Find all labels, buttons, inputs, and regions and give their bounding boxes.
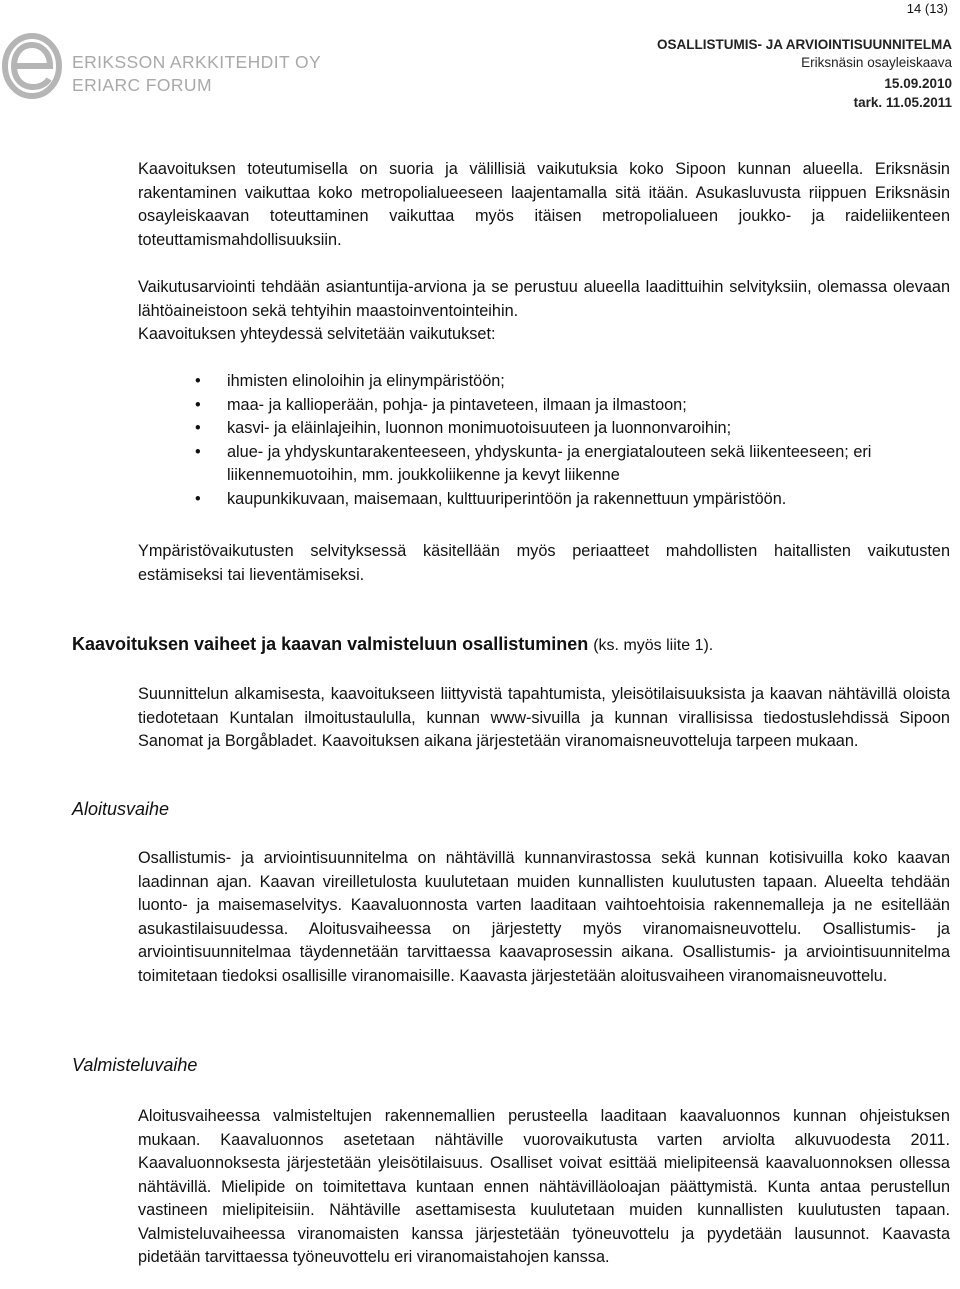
phase-text-preparation: Aloitusvaiheessa valmisteltujen rakennemallien perusteella laaditaan kaavaluonnos kunnan ohjeistuksen mukaan. Kaavaluonnos asetetaan nähtäville vuorovaikutusta varten arviolta alkuvuodesta 2011. Kaavaluonnoksesta järjestetään yleisötilaisuus. Osalliset voivat esittää mielipiteensä kaavaluonnoksen ollessa nähtävillä. Mielipide on toimitettava kuntaan ennen nähtävilläoloajan päättymistä. Kunta antaa perustellun vastineen mielipiteisiin. Nähtäville asettamisesta kuulutetaan muiden kunnallisten kuulutusten tapaan. Valmisteluvaiheessa viranomaisten kanssa järjestetään työneuvottelu ja pyydetään lausunnot. Kaavasta pidetään tarvittaessa työneuvottelu eri viranomaistahojen kanssa.: [138, 1107, 950, 1266]
brand-name: ERIKSSON ARKKITEHDIT OY: [72, 52, 322, 72]
brand-subname: ERIARC FORUM: [72, 75, 212, 95]
eriksson-e-logo-icon: [2, 33, 62, 99]
section-title: Kaavoituksen vaiheet ja kaavan valmisteluun osallistuminen: [72, 634, 589, 654]
impacts-list: [195, 370, 950, 511]
section-note: (ks. myös liite 1).: [593, 637, 714, 654]
assessment-text: Vaikutusarviointi tehdään asiantuntija-arviona ja se perustuu alueella laadittuihin selvityksiin, olemassa olevaan lähtöaineistoon sekä tehtyihin maastoinventointeihin.: [138, 278, 950, 320]
document-title: OSALLISTUMIS- JA ARVIOINTISUUNNITELMA: [656, 37, 952, 52]
intro-paragraph-1: Kaavoituksen toteutumisella on suoria ja välillisiä vaikutuksia koko Sipoon kunnan alueella. Eriksnäsin rakentaminen vaikuttaa koko metropolialueeseen laajentamalla sitä itään. Asukasluvusta riippuen Eriksnäsin osayleiskaavan toteuttaminen vaikuttaa myös itäisen metropolialueen joukko- ja raideliikenteen toteuttamismahdollisuuksiin.: [138, 160, 950, 249]
impacts-lead: Kaavoituksen yhteydessä selvitetään vaikutukset:: [138, 325, 496, 343]
list-item: • alue- ja yhdyskuntarakenteeseen, yhdyskunta- ja energiatalouteen sekä liikenteeseen; eri liikennemuotoihin, mm. joukkoliikenne ja kevyt liikenne: [195, 441, 950, 488]
phase-label-preparation: Valmisteluvaihe: [72, 1055, 198, 1075]
phase-text-start: Osallistumis- ja arviointisuunnitelma on nähtävillä kunnanvirastossa sekä kunnan kotisivuilla koko kaavan laadinnan ajan. Kaavan vireilletulosta kuulutetaan muiden kunnallisten kuulutusten tapaan. Alueelta tehdään luonto- ja maisemaselvitys. Kaavaluonnosta varten laaditaan vaihtoehtoisia rakennemalleja ja ne esitellään asukastilaisuudessa. Aloitusvaiheessa on järjestetty myös viranomaisneuvottelu. Osallistumis- ja arviointisuunnitelmaa täydennetään tarvittaessa kaavaprosessin aikana. Osallistumis- ja arviointisuunnitelma toimitetaan tiedoksi osallisille viranomaisille. Kaavasta järjestetään aloitusvaiheen viranomaisneuvottelu.: [138, 849, 950, 985]
list-item: • maa- ja kallioperään, pohja- ja pintaveteen, ilmaan ja ilmastoon;: [195, 394, 950, 418]
environment-note: Ympäristövaikutusten selvityksessä käsitellään myös periaatteet mahdollisten haitallisten vaikutusten estämiseksi tai lieventämiseksi.: [138, 542, 950, 584]
document-revision: tark. 11.05.2011: [853, 95, 952, 110]
intro-paragraph-2: [138, 276, 950, 347]
section-intro: Suunnittelun alkamisesta, kaavoitukseen liittyvistä tapahtumista, yleisötilaisuuksista ja kaavan nähtävillä oloista tiedotetaan Kuntalan ilmoitustaululla, kunnan www-sivuilla ja kunnan virallisissa tiedostuslehdissä Sipoon Sanomat ja Borgåbladet. Kaavoituksen aikana järjestetään viranomaisneuvotteluja tarpeen mukaan.: [138, 685, 950, 750]
document-date: 15.09.2010: [884, 76, 952, 91]
page-number: 14 (13): [906, 1, 948, 16]
list-item: • ihmisten elinoloihin ja elinympäristöön;: [195, 370, 950, 394]
document-subtitle: Eriksnäsin osayleiskaava: [801, 55, 952, 70]
list-item: • kasvi- ja eläinlajeihin, luonnon monimuotoisuuteen ja luonnonvaroihin;: [195, 417, 950, 441]
section-heading: [72, 634, 713, 655]
list-item: • kaupunkikuvaan, maisemaan, kulttuuriperintöön ja rakennettuun ympäristöön.: [195, 488, 950, 512]
phase-label-start: Aloitusvaihe: [72, 799, 170, 819]
